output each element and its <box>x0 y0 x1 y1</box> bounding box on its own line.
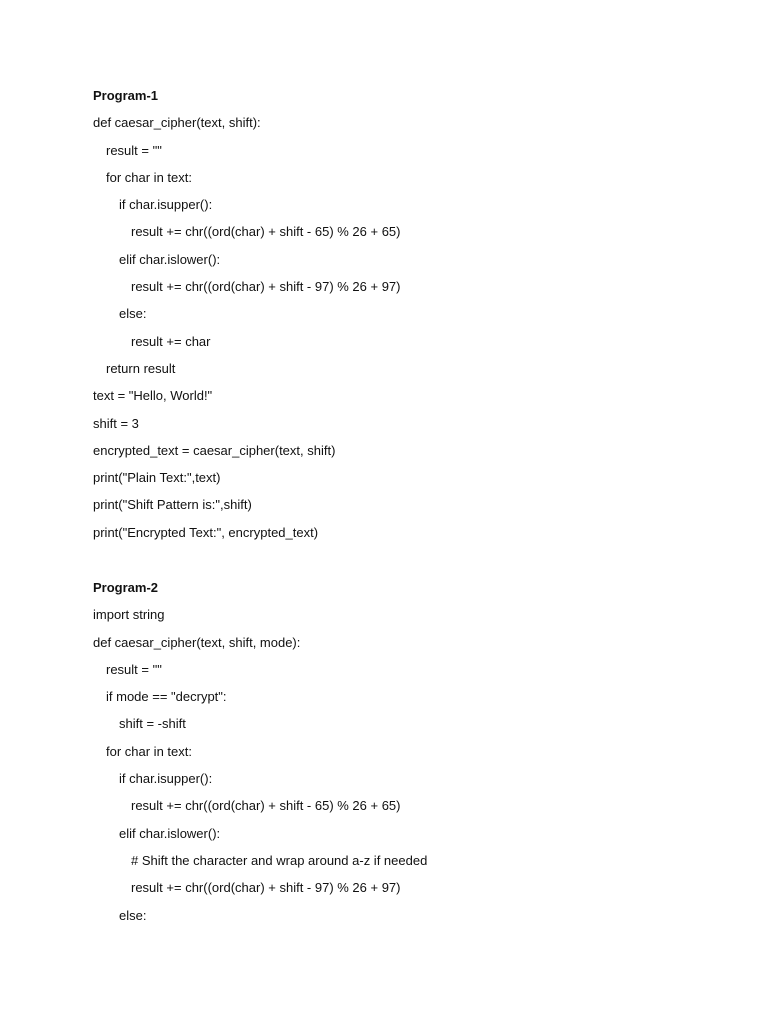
code-line: elif char.islower(): <box>119 825 221 841</box>
code-line: else: <box>119 306 147 322</box>
code-line: encrypted_text = caesar_cipher(text, shift) <box>93 442 336 458</box>
code-comment-line: # Shift the character and wrap around a-z if needed <box>131 852 428 868</box>
code-line: for char in text: <box>106 169 192 185</box>
code-line: result += chr((ord(char) + shift - 65) % 26 + 65) <box>131 224 401 240</box>
code-line: result += char <box>131 333 211 349</box>
program-2-heading: Program-2 <box>93 580 159 595</box>
code-line: def caesar_cipher(text, shift): <box>93 115 261 131</box>
code-line: for char in text: <box>106 743 192 759</box>
code-line: result += chr((ord(char) + shift - 97) % 26 + 97) <box>131 279 401 295</box>
code-line: result += chr((ord(char) + shift - 97) % 26 + 97) <box>131 880 401 896</box>
program-2-section <box>93 578 733 933</box>
code-line: if char.isupper(): <box>119 197 213 213</box>
code-line: result += chr((ord(char) + shift - 65) % 26 + 65) <box>131 798 401 814</box>
code-line: return result <box>106 360 176 376</box>
code-line: print("Encrypted Text:", encrypted_text) <box>93 524 319 540</box>
code-line: def caesar_cipher(text, shift, mode): <box>93 634 301 650</box>
code-line: shift = 3 <box>93 415 139 431</box>
code-line: print("Shift Pattern is:",shift) <box>93 497 252 513</box>
code-line: result = "" <box>106 142 162 158</box>
code-line: result = "" <box>106 661 162 677</box>
code-line: shift = -shift <box>119 716 186 732</box>
code-line: elif char.islower(): <box>119 251 221 267</box>
code-line: print("Plain Text:",text) <box>93 470 221 486</box>
code-line: if char.isupper(): <box>119 771 213 787</box>
program-1-heading: Program-1 <box>93 88 159 103</box>
code-line: else: <box>119 907 147 923</box>
program-1-section <box>93 86 733 550</box>
code-line: import string <box>93 607 165 623</box>
code-line: if mode == "decrypt": <box>106 689 227 705</box>
code-line: text = "Hello, World!" <box>93 388 213 404</box>
